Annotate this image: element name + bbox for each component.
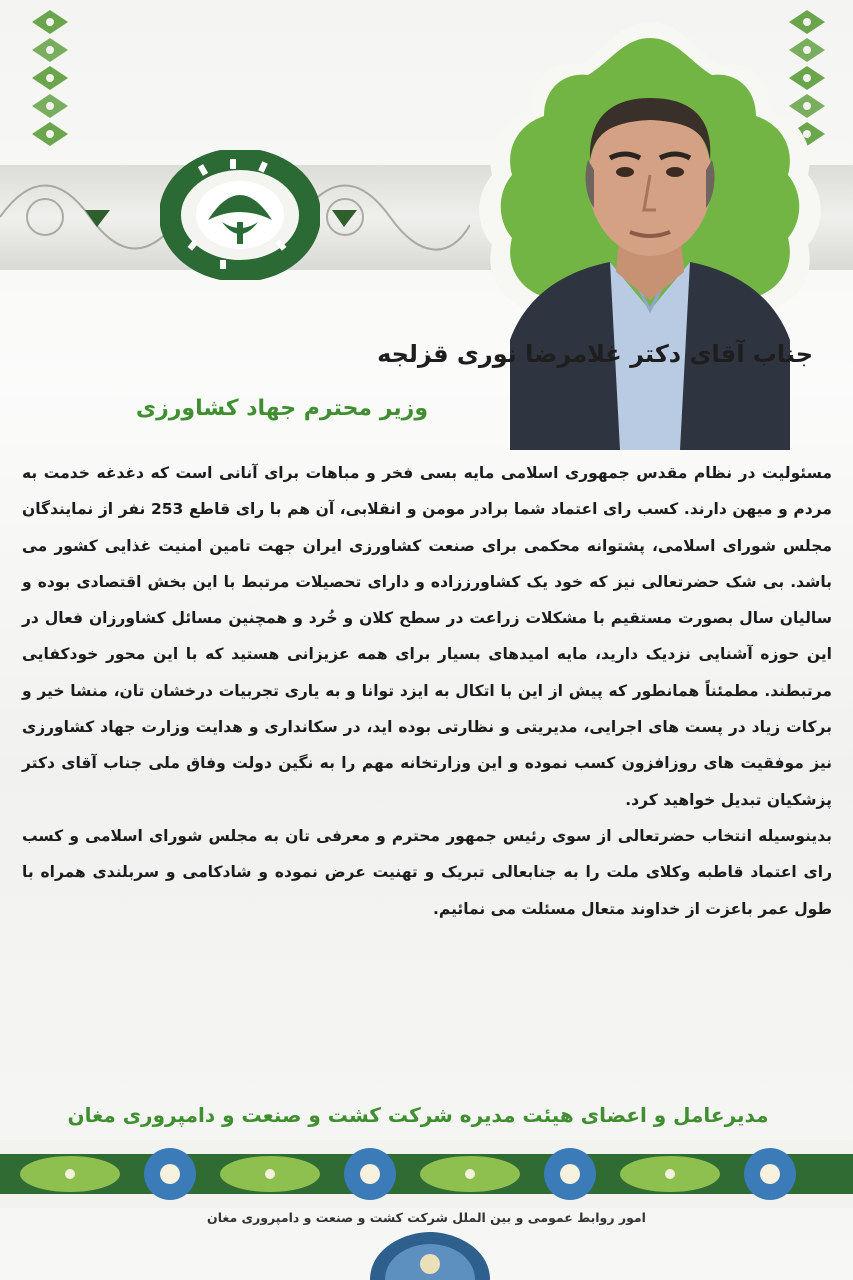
message-paragraph: بدینوسیله انتخاب حضرتعالی از سوی رئیس جمهور محترم و معرفی تان به مجلس شورای اسلامی و کسب رای اعتماد قاطبه وکلای ملت را به جنابعالی تبریک و تهنیت عرض نموده و شادکامی و سربلندی همراه با طول عمر باعزت از خداوند متعال مسئلت می نمائیم. xyxy=(22,826,832,918)
signatory-line: مدیرعامل و اعضای هیئت مدیره شرکت کشت و صنعت و دامپروری مغان xyxy=(67,1103,769,1127)
addressee-title: جناب آقای دکتر غلامرضا نوری قزلجه xyxy=(377,340,813,368)
ornament-left-column xyxy=(28,8,72,148)
agro-industry-logo-icon xyxy=(160,150,320,280)
dome-ornament xyxy=(365,1228,495,1280)
public-relations-credit: امور روابط عمومی و بین الملل شرکت کشت و صنعت و دامپروری مغان xyxy=(207,1210,646,1225)
message-paragraph: مسئولیت در نظام مقدس جمهوری اسلامی مایه بسی فخر و مباهات برای آنانی است که دغدغه خدمت به مردم و میهن دارند. کسب رای اعتماد شما برادر مومن و انقلابی، آن هم با رای قاطع 253 نفر از نمایندگان مجلس شورای اسلامی، پشتوانه محکمی برای صنعت کشاورزی ایران جهت تامین امنیت غذایی کشور می باشد. بی شک حضرتعالی نیز که خود یک کشاورززاده و دارای تحصیلات مرتبط با این بخش اقتصادی بوده و سالیان سال بصورت مستقیم با مشکلات زراعت در سطح کلان و خُرد و همچنین مسائل کشاورزان فعال در این حوزه آشنایی نزدیک دارید، مایه امیدهای بسیار برای همه عزیزانی هستید که با این محور خودکفایی مرتبطند. مطمئناً همانطور که پیش از این با اتکال به ایزد توانا و به یاری تجربیات درخشان تان، منشا خیر و برکات زیاد در پست های اجرایی، مدیریتی و نظارتی بوده اید، در سکانداری و هدایت وزارت جهاد کشاورزی نیز موفقیت های روزافزون کسب نموده و این وزارتخانه مهم را به نگین دولت وفاق ملی جناب آقای دکتر پزشکیان تبدیل خواهید کرد. xyxy=(22,464,832,809)
addressee-position: وزیر محترم جهاد کشاورزی xyxy=(135,396,428,421)
message-body xyxy=(22,455,832,927)
tile-ornament-band xyxy=(0,1140,853,1208)
minister-portrait xyxy=(470,10,830,450)
